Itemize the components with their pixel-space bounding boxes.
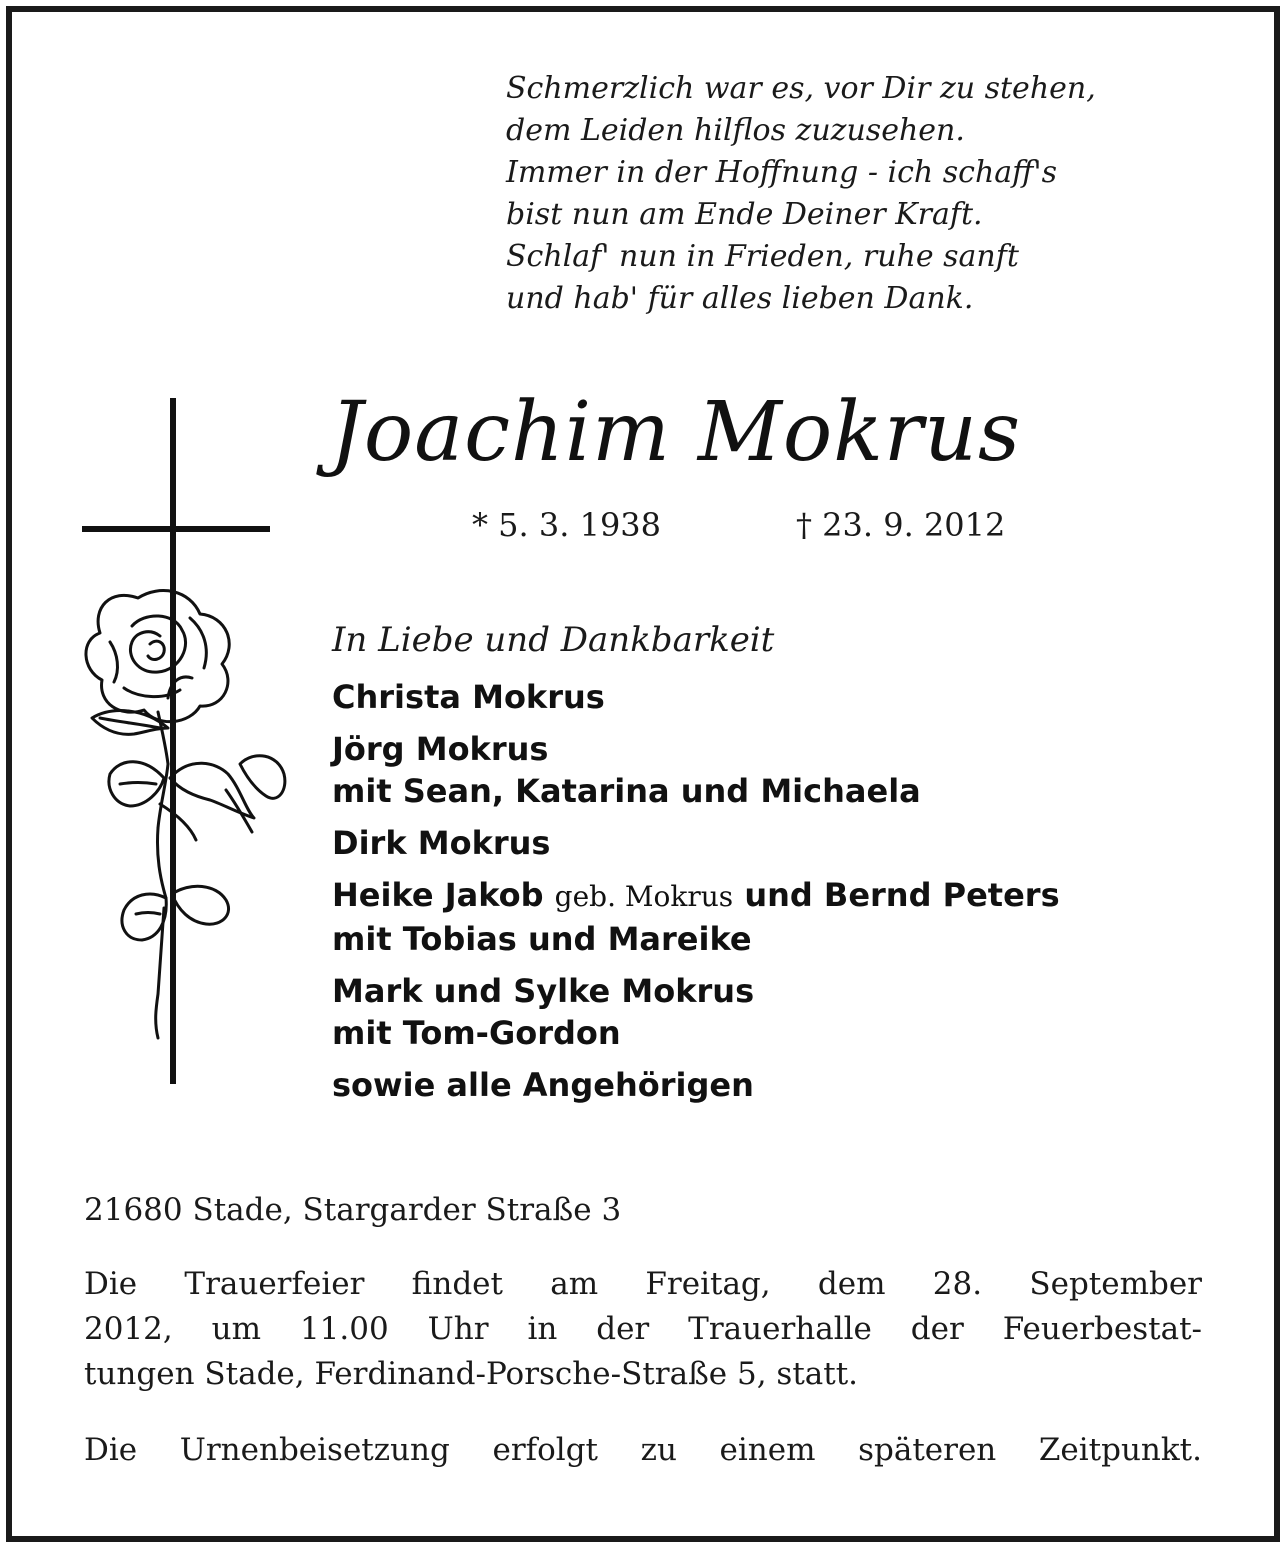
- poem: [506, 68, 1226, 320]
- death-date: † 23. 9. 2012: [796, 506, 1006, 544]
- mourner-name: Heike Jakob: [332, 876, 544, 914]
- poem-line: dem Leiden hilflos zuzusehen.: [506, 113, 965, 148]
- maiden-name-note: geb. Mokrus: [554, 880, 734, 913]
- mourner-group: [332, 676, 1232, 718]
- deceased-name: Joachim Mokrus: [330, 385, 1022, 480]
- poem-line: und hab' für alles lieben Dank.: [506, 281, 974, 316]
- mourner-name: Jörg Mokrus: [332, 730, 549, 768]
- mourner-name: mit Sean, Katarina und Michaela: [332, 772, 921, 810]
- service-line: Die Trauerfeier findet am Freitag, dem 28. September: [84, 1266, 1202, 1302]
- urn-burial-note: Die Urnenbeisetzung erfolgt zu einem späteren Zeitpunkt.: [84, 1432, 1202, 1468]
- mourner-name: und Bernd Peters: [744, 876, 1060, 914]
- mourners-intro: In Liebe und Dankbarkeit: [332, 620, 775, 660]
- mourner-group: [332, 874, 1232, 960]
- service-line: tungen Stade, Ferdinand-Porsche-Straße 5, statt.: [84, 1356, 859, 1392]
- rose-icon: [40, 578, 300, 1048]
- cross-beam: [82, 526, 270, 532]
- mourner-group: [332, 728, 1232, 812]
- mourner-group: [332, 1064, 1232, 1106]
- mourner-name: Mark und Sylke Mokrus: [332, 972, 755, 1010]
- mourner-group: [332, 822, 1232, 864]
- family-address: 21680 Stade, Stargarder Straße 3: [84, 1192, 622, 1228]
- mourner-name: mit Tom-Gordon: [332, 1014, 621, 1052]
- mourner-group: [332, 970, 1232, 1054]
- birth-date: * 5. 3. 1938: [472, 506, 662, 544]
- poem-line: Schlaf' nun in Frieden, ruhe sanft: [506, 239, 1019, 274]
- poem-line: bist nun am Ende Deiner Kraft.: [506, 197, 983, 232]
- mourner-name: mit Tobias und Mareike: [332, 920, 752, 958]
- mourner-name-line: [332, 874, 1232, 918]
- mourners-list: [332, 614, 1232, 1106]
- mourner-name: Dirk Mokrus: [332, 824, 551, 862]
- mourner-name: Christa Mokrus: [332, 678, 605, 716]
- poem-line: Schmerzlich war es, vor Dir zu stehen,: [506, 71, 1096, 106]
- mourner-name: sowie alle Angehörigen: [332, 1066, 754, 1104]
- service-announcement: [84, 1262, 1202, 1397]
- service-line: 2012, um 11.00 Uhr in der Trauerhalle der Feuerbestat-: [84, 1311, 1202, 1347]
- poem-line: Immer in der Hoffnung - ich schaff's: [506, 155, 1058, 190]
